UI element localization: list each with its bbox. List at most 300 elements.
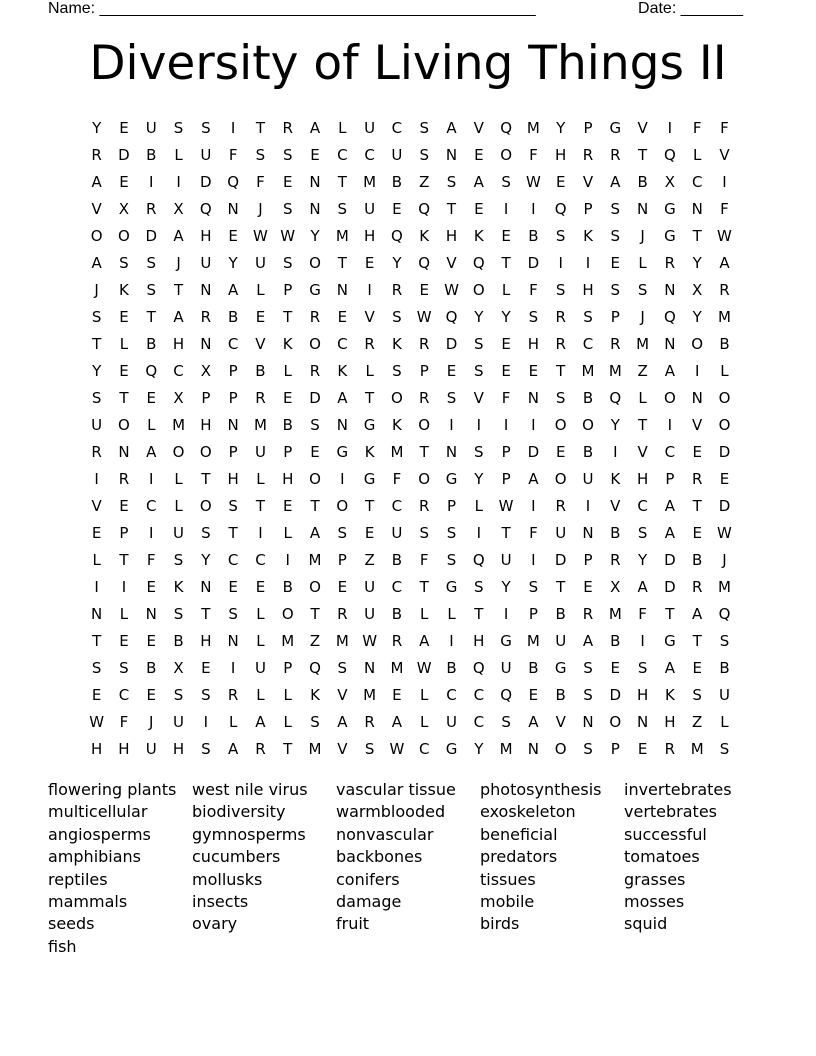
grid-letter: E	[692, 523, 702, 542]
grid-letter: Q	[145, 361, 158, 380]
grid-letter: K	[310, 685, 320, 704]
grid-letter: N	[445, 145, 458, 164]
grid-letter: D	[200, 172, 212, 191]
grid-letter: E	[692, 658, 702, 677]
grid-letter: E	[501, 226, 511, 245]
grid-letter: S	[173, 118, 184, 137]
grid-letter: T	[365, 388, 375, 407]
grid-letter: P	[501, 442, 511, 461]
grid-letter: O	[718, 388, 731, 407]
grid-letter: N	[118, 442, 130, 461]
grid-letter: Q	[445, 307, 458, 326]
grid-letter: N	[200, 577, 212, 596]
grid-letter: E	[692, 442, 702, 461]
grid-letter: W	[717, 523, 732, 542]
grid-letter: F	[392, 469, 402, 488]
grid-letter: C	[418, 739, 430, 758]
grid-letter: C	[337, 334, 348, 353]
grid-letter: W	[362, 631, 378, 650]
grid-letter: R	[555, 334, 566, 353]
grid-letter: S	[719, 631, 730, 650]
grid-letter: T	[501, 523, 511, 542]
word-list-item: cucumbers	[192, 847, 281, 867]
grid-letter: O	[281, 604, 294, 623]
grid-letter: C	[255, 550, 266, 569]
grid-letter: R	[364, 712, 375, 731]
grid-letter: L	[420, 712, 429, 731]
grid-letter: F	[119, 712, 129, 731]
grid-letter: I	[149, 172, 154, 191]
grid-letter: L	[92, 550, 101, 569]
grid-letter: K	[610, 469, 621, 488]
header	[48, 0, 743, 22]
grid-letter: T	[146, 307, 156, 326]
grid-letter: C	[446, 685, 457, 704]
grid-letter: U	[145, 118, 157, 137]
grid-letter: D	[527, 253, 540, 272]
grid-letter: S	[310, 712, 320, 731]
grid-letter: F	[720, 199, 729, 218]
grid-letter: E	[392, 685, 402, 704]
grid-letter: S	[228, 496, 238, 515]
grid-letter: B	[582, 442, 594, 461]
grid-letter: M	[581, 361, 595, 380]
grid-letter: R	[610, 145, 621, 164]
grid-letter: N	[309, 172, 321, 191]
grid-letter: B	[555, 685, 566, 704]
grid-letter: E	[119, 172, 129, 191]
grid-letter: I	[367, 280, 372, 299]
grid-letter: L	[256, 631, 265, 650]
grid-letter: B	[610, 631, 621, 650]
grid-letter: W	[253, 226, 268, 245]
grid-letter: F	[146, 550, 156, 569]
grid-letter: T	[337, 253, 347, 272]
grid-letter: T	[119, 550, 129, 569]
word-list-item: invertebrates	[624, 780, 732, 799]
grid-letter: R	[91, 442, 102, 461]
word-list-item: birds	[480, 914, 520, 934]
grid-letter: T	[92, 334, 102, 353]
grid-letter: B	[446, 658, 457, 677]
grid-letter: R	[391, 631, 403, 650]
grid-letter: S	[637, 523, 648, 542]
grid-letter: U	[555, 523, 567, 542]
grid-letter: X	[118, 199, 130, 218]
grid-letter: F	[228, 145, 238, 164]
grid-letter: H	[172, 334, 185, 353]
grid-letter: B	[146, 145, 157, 164]
grid-letter: T	[201, 469, 211, 488]
grid-letter: V	[337, 685, 348, 704]
grid-letter: T	[255, 496, 266, 515]
grid-letter: Q	[663, 145, 676, 164]
grid-letter: S	[528, 577, 539, 596]
grid-letter: P	[337, 550, 347, 569]
grid-letter: R	[418, 388, 430, 407]
grid-letter: I	[613, 442, 618, 461]
grid-letter: E	[146, 577, 156, 596]
grid-letter: S	[419, 118, 429, 137]
grid-letter: Y	[392, 253, 402, 272]
grid-letter: Q	[718, 604, 731, 623]
grid-letter: L	[256, 280, 265, 299]
word-list-item: seeds	[48, 914, 95, 934]
grid-letter: Y	[638, 550, 648, 569]
grid-letter: O	[90, 226, 103, 245]
grid-letter: O	[663, 388, 676, 407]
grid-letter: W	[89, 712, 105, 731]
grid-letter: O	[554, 739, 567, 758]
grid-letter: W	[498, 496, 514, 515]
grid-letter: U	[391, 523, 403, 542]
grid-letter: L	[447, 604, 456, 623]
word-list-item: nonvascular	[336, 824, 434, 844]
grid-letter: S	[146, 253, 156, 272]
grid-letter: R	[255, 739, 266, 758]
grid-letter: P	[283, 280, 293, 299]
grid-letter: P	[665, 469, 675, 488]
grid-letter: R	[227, 685, 239, 704]
grid-letter: B	[173, 631, 184, 650]
grid-letter: G	[309, 280, 321, 299]
grid-letter: Y	[474, 307, 484, 326]
grid-letter: N	[527, 388, 540, 407]
grid-letter: C	[391, 496, 403, 515]
grid-letter: P	[610, 739, 620, 758]
word-list-item: squid	[624, 914, 668, 934]
grid-letter: H	[664, 712, 676, 731]
grid-letter: W	[525, 172, 541, 191]
grid-letter: R	[391, 280, 403, 299]
grid-letter: N	[582, 523, 594, 542]
grid-letter: N	[200, 280, 212, 299]
grid-letter: I	[531, 199, 536, 218]
grid-letter: S	[201, 685, 211, 704]
grid-letter: E	[146, 685, 156, 704]
grid-letter: D	[609, 685, 622, 704]
grid-letter: S	[637, 280, 648, 299]
grid-letter: S	[446, 523, 457, 542]
grid-letter: L	[338, 118, 347, 137]
grid-letter: W	[444, 280, 459, 299]
grid-letter: D	[145, 226, 158, 245]
grid-letter: N	[91, 604, 103, 623]
grid-letter: L	[256, 604, 265, 623]
grid-letter: L	[256, 685, 265, 704]
grid-letter: F	[256, 172, 265, 191]
grid-letter: Y	[474, 469, 484, 488]
grid-letter: J	[258, 199, 263, 218]
grid-letter: M	[526, 118, 540, 137]
grid-letter: S	[474, 334, 484, 353]
grid-letter: I	[340, 469, 345, 488]
grid-letter: E	[337, 307, 348, 326]
grid-letter: S	[364, 739, 375, 758]
grid-letter: S	[255, 145, 266, 164]
grid-letter: T	[419, 442, 429, 461]
word-list-item: vascular tissue	[336, 780, 456, 799]
grid-letter: E	[501, 361, 511, 380]
grid-letter: V	[719, 145, 730, 164]
grid-letter: A	[446, 118, 457, 137]
grid-letter: L	[147, 415, 156, 434]
grid-letter: O	[309, 469, 321, 488]
grid-letter: B	[719, 334, 730, 353]
grid-letter: T	[337, 172, 347, 191]
grid-letter: E	[119, 307, 129, 326]
grid-letter: P	[501, 469, 511, 488]
grid-letter: H	[200, 415, 212, 434]
grid-letter: A	[419, 631, 430, 650]
date-field-label: Date: _______	[638, 0, 743, 17]
grid-letter: A	[692, 604, 703, 623]
grid-letter: Z	[419, 172, 430, 191]
grid-letter: S	[583, 685, 593, 704]
grid-letter: R	[582, 604, 594, 623]
grid-letter: Q	[500, 118, 512, 137]
grid-letter: O	[309, 253, 321, 272]
grid-letter: E	[310, 145, 320, 164]
grid-letter: V	[582, 172, 594, 191]
grid-letter: T	[119, 388, 129, 407]
grid-letter: W	[416, 307, 432, 326]
grid-letter: H	[227, 469, 239, 488]
grid-letter: D	[664, 550, 676, 569]
grid-letter: C	[227, 334, 239, 353]
grid-letter: Q	[663, 307, 676, 326]
grid-letter: B	[146, 334, 157, 353]
grid-letter: E	[637, 739, 648, 758]
grid-letter: I	[531, 415, 536, 434]
grid-letter: O	[309, 334, 321, 353]
grid-letter: P	[283, 658, 293, 677]
grid-letter: C	[337, 145, 348, 164]
grid-letter: V	[555, 712, 566, 731]
grid-letter: V	[364, 307, 375, 326]
grid-letter: E	[228, 577, 238, 596]
grid-letter: E	[610, 253, 621, 272]
grid-letter: F	[419, 550, 429, 569]
grid-letter: L	[638, 253, 647, 272]
grid-letter: X	[173, 658, 184, 677]
grid-letter: H	[200, 631, 212, 650]
word-list-item: photosynthesis	[480, 780, 602, 799]
grid-letter: N	[309, 199, 321, 218]
grid-letter: B	[528, 658, 539, 677]
grid-letter: D	[445, 334, 458, 353]
grid-letter: S	[610, 226, 621, 245]
word-list-item: angiosperms	[48, 824, 151, 844]
grid-letter: T	[283, 307, 293, 326]
grid-letter: G	[445, 739, 458, 758]
grid-letter: O	[500, 145, 512, 164]
grid-letter: A	[473, 172, 484, 191]
grid-letter: B	[227, 307, 239, 326]
grid-letter: L	[256, 469, 265, 488]
grid-letter: B	[555, 604, 566, 623]
grid-letter: I	[449, 631, 454, 650]
grid-letter: S	[610, 199, 621, 218]
grid-letter: H	[91, 739, 103, 758]
grid-letter: Q	[609, 388, 622, 407]
grid-letter: I	[230, 118, 236, 137]
grid-letter: Z	[637, 361, 648, 380]
grid-letter: L	[174, 469, 183, 488]
grid-letter: V	[692, 415, 703, 434]
grid-letter: B	[637, 172, 648, 191]
grid-letter: I	[585, 253, 591, 272]
grid-letter: J	[149, 712, 154, 731]
grid-letter: S	[392, 361, 402, 380]
grid-letter: I	[503, 199, 509, 218]
grid-letter: M	[690, 739, 704, 758]
grid-letter: S	[337, 523, 348, 542]
grid-letter: R	[364, 334, 375, 353]
grid-letter: I	[585, 496, 591, 515]
grid-letter: F	[692, 118, 702, 137]
grid-letter: P	[201, 388, 211, 407]
grid-letter: O	[472, 280, 485, 299]
grid-letter: T	[201, 604, 211, 623]
grid-letter: A	[228, 739, 239, 758]
grid-letter: T	[310, 496, 320, 515]
grid-letter: V	[473, 118, 484, 137]
grid-letter: Y	[201, 550, 211, 569]
grid-letter: L	[119, 604, 129, 623]
grid-letter: X	[664, 172, 676, 191]
grid-letter: Y	[228, 253, 238, 272]
grid-letter: S	[337, 658, 348, 677]
grid-letter: H	[636, 685, 649, 704]
word-list	[48, 779, 768, 958]
grid-letter: T	[310, 604, 320, 623]
grid-letter: A	[91, 172, 102, 191]
grid-letter: P	[119, 523, 129, 542]
grid-letter: T	[474, 604, 484, 623]
grid-letter: X	[173, 199, 184, 218]
grid-letter: Y	[692, 253, 702, 272]
grid-letter: S	[528, 307, 539, 326]
grid-letter: E	[146, 631, 156, 650]
word-list-item: fruit	[336, 914, 370, 934]
grid-letter: G	[664, 199, 676, 218]
grid-letter: T	[365, 496, 375, 515]
grid-letter: Q	[554, 199, 567, 218]
grid-letter: Y	[92, 118, 102, 137]
grid-letter: E	[91, 685, 102, 704]
grid-letter: J	[640, 307, 645, 326]
grid-letter: F	[638, 604, 647, 623]
grid-letter: U	[391, 145, 403, 164]
grid-letter: I	[476, 415, 482, 434]
grid-letter: U	[446, 712, 457, 731]
word-list-item: grasses	[624, 869, 686, 889]
grid-letter: H	[200, 226, 212, 245]
grid-letter: H	[555, 145, 567, 164]
word-list-item: successful	[624, 824, 707, 844]
grid-letter: M	[499, 739, 513, 758]
grid-letter: E	[119, 361, 129, 380]
grid-letter: O	[718, 415, 731, 434]
grid-letter: E	[583, 577, 593, 596]
grid-letter: L	[283, 361, 292, 380]
grid-letter: R	[337, 604, 348, 623]
grid-letter: N	[336, 280, 348, 299]
grid-letter: M	[390, 658, 404, 677]
name-field-label: Name: _________________________________________________	[48, 0, 536, 17]
grid-letter: K	[664, 685, 675, 704]
grid-letter: Q	[472, 658, 485, 677]
grid-letter: A	[228, 280, 239, 299]
grid-letter: V	[637, 442, 648, 461]
grid-letter: D	[664, 577, 676, 596]
grid-letter: T	[556, 577, 566, 596]
grid-letter: C	[473, 712, 485, 731]
grid-letter: U	[364, 118, 376, 137]
grid-letter: C	[691, 172, 703, 191]
grid-letter: U	[254, 253, 266, 272]
grid-letter: R	[146, 199, 157, 218]
grid-letter: E	[719, 469, 730, 488]
grid-letter: N	[636, 199, 649, 218]
grid-letter: H	[636, 469, 649, 488]
grid-letter: H	[473, 631, 485, 650]
grid-letter: A	[664, 496, 676, 515]
grid-letter: R	[582, 145, 594, 164]
grid-letter: M	[363, 685, 377, 704]
grid-letter: N	[691, 388, 703, 407]
word-list-item: backbones	[336, 847, 423, 867]
grid-letter: G	[554, 658, 567, 677]
word-list-item: vertebrates	[624, 802, 717, 822]
grid-letter: B	[255, 361, 266, 380]
word-list-item: biodiversity	[192, 802, 286, 822]
grid-letter: S	[637, 658, 648, 677]
grid-letter: P	[583, 550, 593, 569]
grid-letter: V	[610, 496, 621, 515]
grid-letter: X	[692, 280, 703, 299]
grid-letter: C	[146, 496, 157, 515]
word-list-item: amphibians	[48, 847, 142, 867]
grid-letter: W	[717, 226, 732, 245]
page-title: Diversity of Living Things II	[89, 36, 727, 91]
grid-letter: N	[664, 280, 676, 299]
grid-letter: E	[501, 334, 511, 353]
grid-letter: O	[391, 388, 403, 407]
grid-letter: R	[664, 739, 676, 758]
grid-letter: U	[254, 658, 266, 677]
grid-letter: S	[583, 658, 593, 677]
grid-letter: S	[446, 172, 457, 191]
grid-letter: R	[555, 307, 566, 326]
grid-letter: S	[119, 658, 129, 677]
grid-letter: S	[91, 307, 102, 326]
grid-letter: F	[501, 388, 511, 407]
grid-letter: U	[200, 253, 212, 272]
grid-letter: M	[390, 442, 404, 461]
grid-letter: I	[640, 631, 645, 650]
grid-letter: X	[173, 388, 184, 407]
grid-letter: S	[719, 739, 730, 758]
grid-letter: S	[692, 685, 702, 704]
grid-letter: O	[609, 712, 622, 731]
grid-letter: E	[310, 442, 320, 461]
grid-letter: E	[119, 631, 129, 650]
grid-letter: R	[255, 388, 266, 407]
grid-letter: R	[555, 496, 566, 515]
grid-letter: Y	[610, 415, 620, 434]
